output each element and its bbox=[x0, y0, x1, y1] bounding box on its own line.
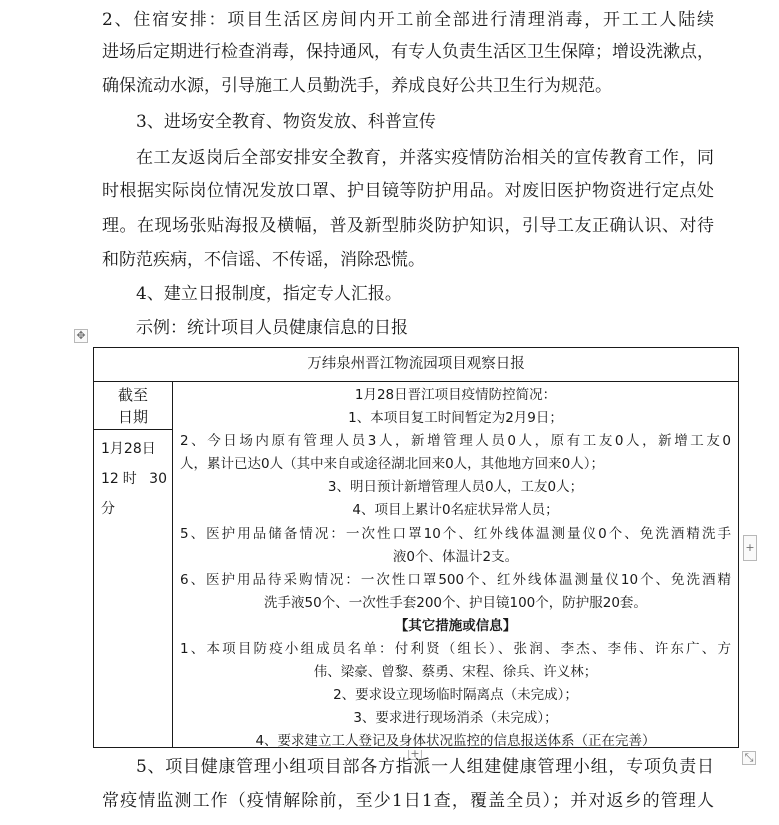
report-section-heading: 【其它措施或信息】 bbox=[394, 617, 517, 634]
report-line: 5、医护用品储备情况：一次性口罩10个、红外线体温测量仪0个、免洗酒精洗手 bbox=[180, 525, 731, 542]
paragraph-education-line-3: 理。在现场张贴海报及横幅，普及新型肺炎防护知识，引导工友正确认识、对待 bbox=[102, 216, 714, 236]
report-line: 伟、梁豪、曾黎、蔡勇、宋程、徐兵、许义林； bbox=[313, 664, 598, 681]
table-resize-icon[interactable]: ⤡ bbox=[742, 751, 756, 765]
report-line: 6、医护用品待采购情况：一次性口罩500个、红外线体温测量仪10个、免洗酒精 bbox=[180, 571, 731, 588]
report-line: 人，累计已达0人（其中来自或途径湖北回来0人，其他地方回来0人）； bbox=[180, 456, 605, 473]
add-row-icon[interactable]: + bbox=[408, 750, 422, 760]
report-line: 3、明日预计新增管理人员0人，工友0人； bbox=[327, 479, 584, 496]
report-line: 1、本项目防疫小组成员名单：付利贤（组长）、张润、李杰、李伟、许东广、方 bbox=[180, 641, 731, 658]
table-title: 万纬泉州晋江物流园项目观察日报 bbox=[94, 348, 738, 382]
paragraph-accommodation-line-3: 确保流动水源，引导施工人员勤洗手，养成良好公共卫生行为规范。 bbox=[102, 76, 612, 96]
report-line: 1月28日晋江项目疫情防控简况： bbox=[354, 387, 557, 403]
report-line: 液0个、体温计2支。 bbox=[392, 548, 519, 565]
add-column-icon[interactable]: + bbox=[743, 535, 757, 561]
date-label-line-1: 截至 bbox=[117, 386, 148, 404]
date-label-line-2: 日期 bbox=[117, 408, 148, 426]
example-caption: 示例：统计项目人员健康信息的日报 bbox=[136, 318, 408, 338]
report-line: 4、项目上累计0名症状异常人员； bbox=[352, 502, 559, 519]
report-content-cell bbox=[173, 382, 738, 750]
date-value-line-1: 1月28日 bbox=[101, 441, 156, 457]
paragraph-education-line-1: 在工友返岗后全部安排安全教育，并落实疫情防治相关的宣传教育工作，同 bbox=[136, 148, 714, 168]
report-line: 洗手液50个、一次性手套200个、护目镜100个，防护服20套。 bbox=[264, 594, 647, 611]
paragraph-education-line-2: 时根据实际岗位情况发放口罩、护目镜等防护用品。对废旧医护物资进行定点处 bbox=[102, 181, 714, 201]
report-line: 4、要求建立工人登记及身体状况监控的信息报送体系（正在完善） bbox=[255, 733, 656, 750]
report-line: 2、今日场内原有管理人员3人，新增管理人员0人，原有工友0人，新增工友0 bbox=[180, 433, 731, 450]
daily-report-table bbox=[93, 347, 739, 748]
paragraph-accommodation-line-1: 2、住宿安排：项目生活区房间内开工前全部进行清理消毒，开工工人陆续 bbox=[102, 10, 714, 30]
date-value-cell bbox=[101, 434, 167, 524]
date-value-line-3: 分 bbox=[101, 501, 115, 517]
table-move-handle-icon[interactable]: ✥ bbox=[74, 329, 88, 343]
paragraph-health-team-line-1: 5、项目健康管理小组项目部各方指派一人组建健康管理小组，专项负责日 bbox=[136, 757, 714, 777]
report-line: 2、要求设立现场临时隔离点（未完成）； bbox=[333, 687, 578, 704]
report-line: 3、要求进行现场消杀（未完成）； bbox=[353, 710, 558, 727]
heading-safety-education: 3、进场安全教育、物资发放、科普宣传 bbox=[136, 112, 436, 132]
report-line: 1、本项目复工时间暂定为2月9日； bbox=[348, 410, 563, 427]
date-label-cell bbox=[94, 382, 172, 430]
heading-daily-report: 4、建立日报制度，指定专人汇报。 bbox=[136, 284, 402, 304]
table-date-column bbox=[94, 382, 173, 747]
paragraph-education-line-4: 和防范疾病，不信谣、不传谣，消除恐慌。 bbox=[102, 250, 425, 270]
date-value-line-2: 12时 30 bbox=[101, 471, 167, 487]
paragraph-accommodation-line-2: 进场后定期进行检查消毒，保持通风，有专人负责生活区卫生保障；增设洗漱点， bbox=[102, 42, 714, 62]
paragraph-health-team-line-2: 常疫情监测工作（疫情解除前，至少1日1查，覆盖全员）；并对返乡的管理人 bbox=[102, 791, 714, 811]
